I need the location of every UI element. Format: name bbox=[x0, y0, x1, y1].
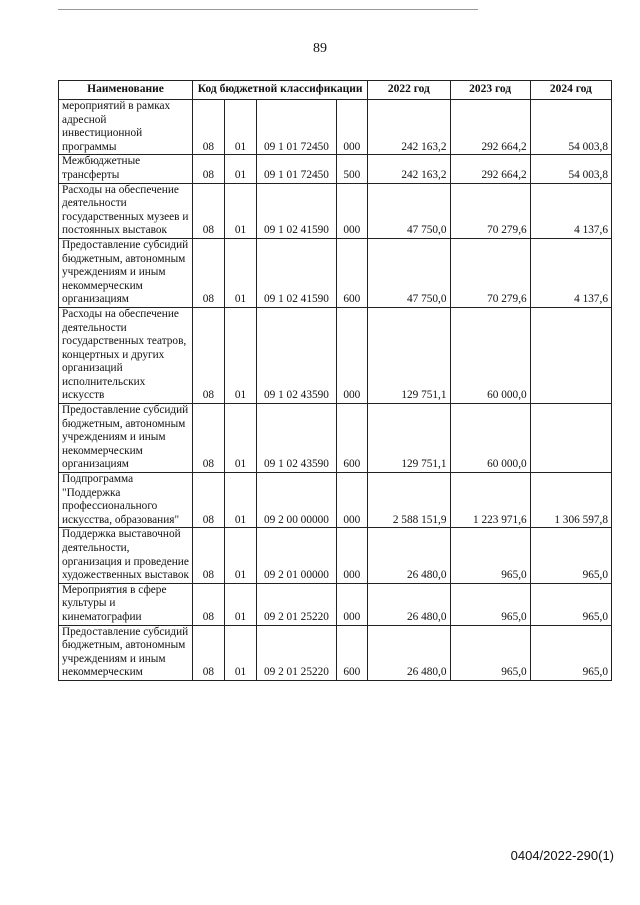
row-value-2024: 4 137,6 bbox=[530, 183, 611, 238]
row-value-2024 bbox=[530, 307, 611, 403]
row-section: 08 bbox=[193, 625, 225, 680]
header-2023: 2023 год bbox=[450, 81, 530, 100]
row-value-2024: 54 003,8 bbox=[530, 155, 611, 183]
row-value-2024: 54 003,8 bbox=[530, 100, 611, 155]
row-value-2022: 26 480,0 bbox=[368, 583, 450, 625]
row-name: Расходы на обеспечение деятельности государственных музеев и постоянных выставок bbox=[59, 183, 193, 238]
row-target-article: 09 1 01 72450 bbox=[257, 155, 336, 183]
row-name: Мероприятия в сфере культуры и кинематографии bbox=[59, 583, 193, 625]
table-row bbox=[59, 528, 612, 583]
row-value-2022: 26 480,0 bbox=[368, 625, 450, 680]
row-target-article: 09 1 01 72450 bbox=[257, 100, 336, 155]
row-value-2023: 965,0 bbox=[450, 625, 530, 680]
row-expense-type: 000 bbox=[336, 583, 368, 625]
row-value-2023: 1 223 971,6 bbox=[450, 473, 530, 528]
row-target-article: 09 2 01 25220 bbox=[257, 625, 336, 680]
row-name: Межбюджетные трансферты bbox=[59, 155, 193, 183]
row-subsection: 01 bbox=[224, 583, 257, 625]
table-row bbox=[59, 583, 612, 625]
row-section: 08 bbox=[193, 528, 225, 583]
row-target-article: 09 2 01 25220 bbox=[257, 583, 336, 625]
row-name: Подпрограмма "Поддержка профессионального искусства, образования" bbox=[59, 473, 193, 528]
budget-table bbox=[58, 80, 612, 681]
row-value-2024: 965,0 bbox=[530, 583, 611, 625]
row-section: 08 bbox=[193, 473, 225, 528]
row-expense-type: 000 bbox=[336, 100, 368, 155]
table-row bbox=[59, 100, 612, 155]
row-section: 08 bbox=[193, 307, 225, 403]
row-section: 08 bbox=[193, 583, 225, 625]
row-section: 08 bbox=[193, 100, 225, 155]
row-value-2023: 292 664,2 bbox=[450, 100, 530, 155]
row-value-2024 bbox=[530, 404, 611, 473]
row-section: 08 bbox=[193, 183, 225, 238]
row-value-2023: 292 664,2 bbox=[450, 155, 530, 183]
table-row bbox=[59, 238, 612, 307]
row-value-2023: 60 000,0 bbox=[450, 307, 530, 403]
row-expense-type: 000 bbox=[336, 307, 368, 403]
header-2024: 2024 год bbox=[530, 81, 611, 100]
row-target-article: 09 2 00 00000 bbox=[257, 473, 336, 528]
header-code: Код бюджетной классификации bbox=[193, 81, 368, 100]
row-expense-type: 600 bbox=[336, 238, 368, 307]
row-expense-type: 000 bbox=[336, 183, 368, 238]
row-subsection: 01 bbox=[224, 404, 257, 473]
table-row bbox=[59, 625, 612, 680]
row-value-2022: 47 750,0 bbox=[368, 183, 450, 238]
row-value-2022: 242 163,2 bbox=[368, 155, 450, 183]
row-section: 08 bbox=[193, 404, 225, 473]
row-expense-type: 600 bbox=[336, 404, 368, 473]
row-value-2024: 965,0 bbox=[530, 528, 611, 583]
row-value-2022: 2 588 151,9 bbox=[368, 473, 450, 528]
row-subsection: 01 bbox=[224, 473, 257, 528]
table-row bbox=[59, 473, 612, 528]
row-expense-type: 000 bbox=[336, 528, 368, 583]
row-value-2024: 1 306 597,8 bbox=[530, 473, 611, 528]
row-value-2023: 60 000,0 bbox=[450, 404, 530, 473]
row-subsection: 01 bbox=[224, 238, 257, 307]
row-name: Предоставление субсидий бюджетным, автономным учреждениям и иным некоммерческим организациям bbox=[59, 404, 193, 473]
row-name: Предоставление субсидий бюджетным, автономным учреждениям и иным некоммерческим bbox=[59, 625, 193, 680]
table-header-row bbox=[59, 81, 612, 100]
row-value-2023: 70 279,6 bbox=[450, 238, 530, 307]
row-name: Расходы на обеспечение деятельности государственных театров, концертных и других организаций исполнительских искусств bbox=[59, 307, 193, 403]
row-subsection: 01 bbox=[224, 625, 257, 680]
row-target-article: 09 1 02 43590 bbox=[257, 307, 336, 403]
row-value-2022: 129 751,1 bbox=[368, 307, 450, 403]
table-body bbox=[59, 100, 612, 681]
table-row bbox=[59, 155, 612, 183]
row-subsection: 01 bbox=[224, 100, 257, 155]
row-name: мероприятий в рамках адресной инвестиционной программы bbox=[59, 100, 193, 155]
header-2022: 2022 год bbox=[368, 81, 450, 100]
row-subsection: 01 bbox=[224, 307, 257, 403]
row-name: Предоставление субсидий бюджетным, автономным учреждениям и иным некоммерческим организациям bbox=[59, 238, 193, 307]
row-target-article: 09 1 02 41590 bbox=[257, 238, 336, 307]
row-value-2024: 965,0 bbox=[530, 625, 611, 680]
row-value-2023: 965,0 bbox=[450, 583, 530, 625]
row-value-2023: 965,0 bbox=[450, 528, 530, 583]
row-expense-type: 500 bbox=[336, 155, 368, 183]
top-rule bbox=[58, 9, 478, 10]
row-value-2023: 70 279,6 bbox=[450, 183, 530, 238]
row-expense-type: 600 bbox=[336, 625, 368, 680]
header-name: Наименование bbox=[59, 81, 193, 100]
row-section: 08 bbox=[193, 238, 225, 307]
row-subsection: 01 bbox=[224, 183, 257, 238]
row-value-2022: 129 751,1 bbox=[368, 404, 450, 473]
row-expense-type: 000 bbox=[336, 473, 368, 528]
row-subsection: 01 bbox=[224, 528, 257, 583]
page-number: 89 bbox=[313, 41, 327, 56]
table-row bbox=[59, 404, 612, 473]
row-target-article: 09 2 01 00000 bbox=[257, 528, 336, 583]
row-target-article: 09 1 02 41590 bbox=[257, 183, 336, 238]
table-row bbox=[59, 183, 612, 238]
document-code: 0404/2022-290(1) bbox=[510, 848, 614, 863]
table-row bbox=[59, 307, 612, 403]
row-value-2022: 26 480,0 bbox=[368, 528, 450, 583]
row-name: Поддержка выставочной деятельности, организация и проведение художественных выставок bbox=[59, 528, 193, 583]
row-section: 08 bbox=[193, 155, 225, 183]
row-value-2024: 4 137,6 bbox=[530, 238, 611, 307]
row-value-2022: 47 750,0 bbox=[368, 238, 450, 307]
row-value-2022: 242 163,2 bbox=[368, 100, 450, 155]
row-target-article: 09 1 02 43590 bbox=[257, 404, 336, 473]
row-subsection: 01 bbox=[224, 155, 257, 183]
